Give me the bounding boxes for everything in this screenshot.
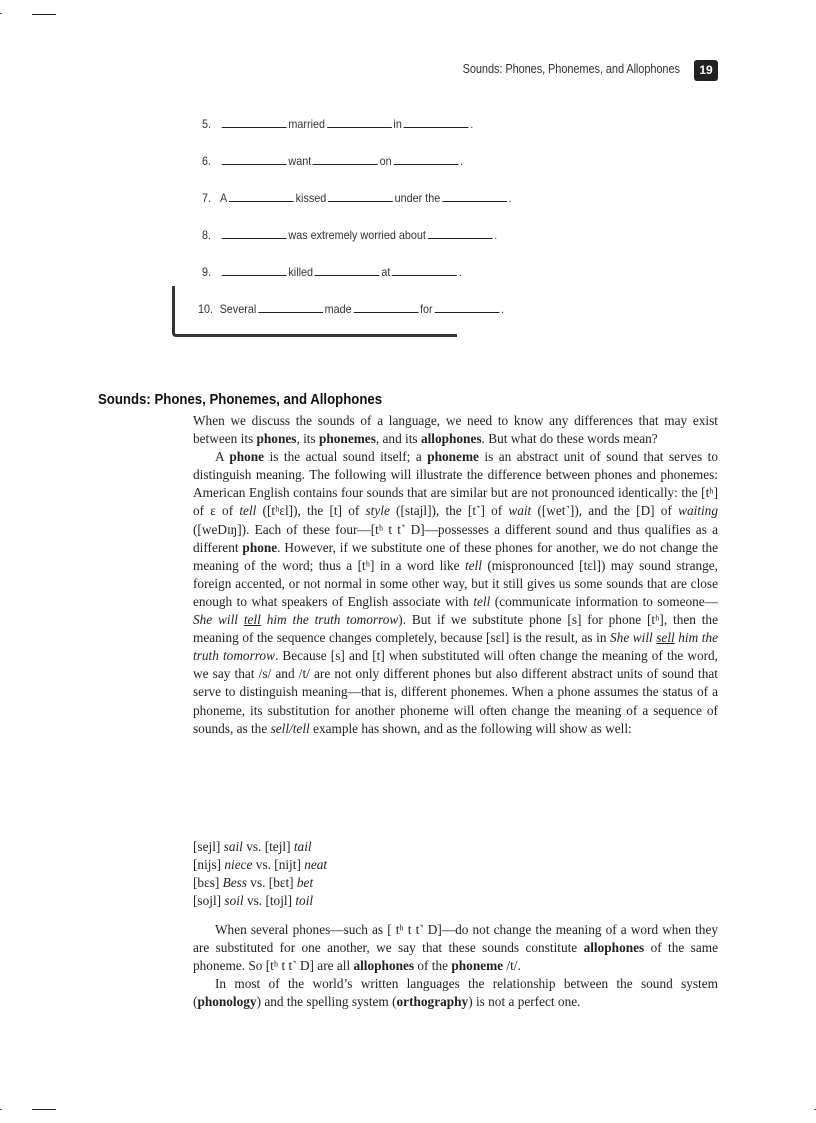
item-text: in: [393, 117, 402, 131]
item-text: .: [458, 265, 462, 279]
exercise-item-6: [202, 153, 463, 168]
exercise-item-5: [202, 116, 473, 131]
blank: [442, 190, 507, 202]
item-text: .: [470, 117, 474, 131]
running-head-title: Sounds: Phones, Phonemes, and Allophones: [462, 62, 680, 76]
blank: [222, 116, 287, 128]
exercise-item-9: [202, 264, 462, 279]
exercise-item-7: [202, 190, 512, 205]
minimal-pair: [sojl] soil vs. [tojl] toil: [193, 893, 314, 909]
body-text-continued: [193, 921, 718, 1011]
item-text: made: [324, 302, 352, 316]
item-number: 8.: [202, 228, 212, 242]
item-text: .: [494, 228, 498, 242]
item-text: .: [501, 302, 505, 316]
exercise-end-bracket: [172, 286, 457, 337]
item-text: kissed: [295, 191, 327, 205]
paragraph-2: A phone is the actual sound itself; a phoneme is an abstract unit of sound that serves to distinguish meaning. The following will illustrate the difference between phones and phonemes: American English contains four sounds that are similar but are not pronounced identically: the [tʰ] of ɛ of tell ([tʰɛl]), the [t] of style ([stajl]), the [t˺] of wait ([wet˺]), and the [D] of waiting ([weDɪŋ]). Each of these four—[tʰ t t˺ D]—possesses a different sound and thus qualifies as a different phone. However, if we substitute one of these phones for another, we do not change the meaning of the word; thus a [tʰ] in a word like tell (mispronounced [tɛl]) may sound strange, foreign accented, or not normal in some other way, but it still gives us some sounds that are close enough to what speakers of English associate with tell (communicate information to someone—She will tell him the truth tomorrow). But if we substitute phone [s] for phone [tʰ], then the meaning of the sequence changes completely, because [sɛl] is the result, as in She will sell him the truth tomorrow. Because [s] and [t] when substituted will often change the meaning of the word, we say that /s/ and /t/ are not only different phones but also different abstract units of sound that serve to distinguish meaning—that is, different phonemes. When a phone assumes the status of a phoneme, its substitution for another phoneme will often change the meaning of a sequence of sounds, as the sell/tell example has shown, and as the following will show as well:: [193, 449, 719, 736]
crop-mark-top-left: [32, 14, 56, 15]
blank: [392, 264, 457, 276]
item-number: 5.: [202, 117, 212, 131]
blank: [328, 190, 393, 202]
item-text: .: [460, 154, 464, 168]
blank: [404, 116, 469, 128]
blank: [222, 264, 287, 276]
blank: [229, 190, 294, 202]
item-text: want: [288, 154, 312, 168]
page-number-badge: 19: [694, 60, 718, 81]
item-text: under the: [394, 191, 441, 205]
item-text: at: [381, 265, 391, 279]
item-text: Several: [219, 302, 257, 316]
item-text: was extremely worried about: [288, 228, 426, 242]
item-text: killed: [288, 265, 314, 279]
blank: [313, 153, 378, 165]
section-heading: Sounds: Phones, Phonemes, and Allophones: [98, 391, 383, 408]
item-text: married: [288, 117, 326, 131]
minimal-pair: [bɛs] Bess vs. [bɛt] bet: [193, 875, 314, 891]
blank: [315, 264, 380, 276]
paragraph-3: When several phones—such as [ tʰ t t˺ D]—do not change the meaning of a word when they are substituted for one another, we say that these sounds constitute allophones of the same phoneme. So [tʰ t t˺ D] are all allophones of the phoneme /t/.: [193, 922, 718, 974]
item-text: on: [379, 154, 392, 168]
item-text: for: [420, 302, 433, 316]
blank: [222, 153, 287, 165]
blank: [222, 227, 287, 239]
minimal-pairs-list: [193, 838, 327, 910]
blank: [393, 153, 458, 165]
crop-mark-dot: [0, 13, 2, 14]
blank: [327, 116, 392, 128]
crop-mark-bottom-left: [32, 1109, 56, 1110]
item-number: 9.: [202, 265, 212, 279]
crop-mark-dot: [0, 1109, 2, 1110]
paragraph-4: In most of the world’s written languages the relationship between the sound system (phonology) and the spelling system (orthography) is not a perfect one.: [193, 976, 718, 1010]
item-number: 6.: [202, 154, 212, 168]
item-number: 7.: [202, 191, 212, 205]
paragraph-1: When we discuss the sounds of a language, we need to know any differences that may exist between its phones, its phonemes, and its allophones. But what do these words mean?: [193, 413, 718, 447]
body-text-main: [193, 412, 718, 738]
minimal-pair: [sejl] sail vs. [tejl] tail: [193, 839, 312, 854]
minimal-pair: [nijs] niece vs. [nijt] neat: [193, 857, 328, 873]
blank: [428, 227, 493, 239]
item-text: A: [220, 191, 228, 205]
item-number: 10.: [198, 302, 214, 316]
exercise-item-8: [202, 227, 497, 242]
item-text: .: [508, 191, 512, 205]
